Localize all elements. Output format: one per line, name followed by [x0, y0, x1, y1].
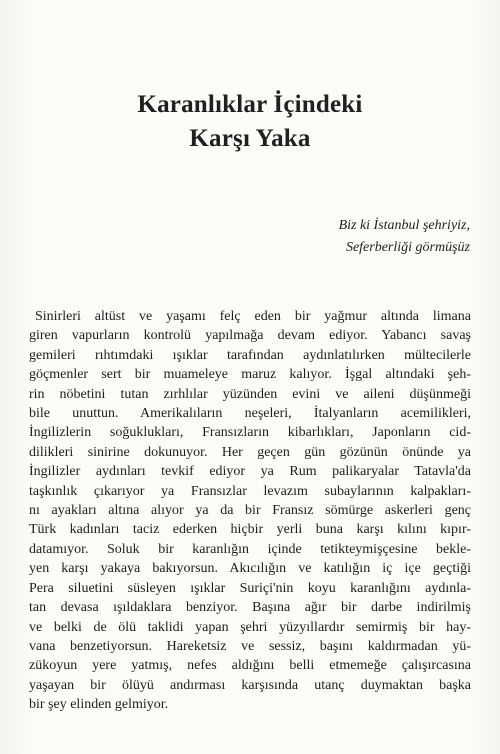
body-line: taşkınlık çıkarıyor ya Fransızlar levazım subaylarının kalpakları-	[29, 483, 471, 499]
chapter-title-line-2: Karşı Yaka	[189, 125, 311, 152]
body-line: bile unuttun. Amerikalıların neşeleri, İtalyanların acemilikleri,	[29, 406, 471, 422]
body-line: dilikleri sinirine dokunuyor. Her geçen gün gözünün önünde ya	[29, 444, 471, 460]
epigraph	[170, 215, 470, 259]
body-line: nı ayakları altına alıyor ya da bir Fransız sömürge askerleri genç	[29, 503, 471, 519]
body-line: giren vapurların kontrolü yapılmağa devam ediyor. Yabancı savaş	[29, 328, 471, 344]
body-line: İngilizler aydınları tevkif ediyor ya Rum palikaryalar Tatavla'da	[29, 464, 471, 480]
body-line: bir şey elinden gelmiyor.	[29, 697, 169, 713]
body-paragraph	[29, 307, 471, 715]
body-line: vana benzetiyorsun. Hareketsiz ve sessiz, başını kaldırmadan yü-	[29, 638, 471, 654]
body-line: yen karşı yakaya bakıyorsun. Akıcılığın ve katılığın iç içe geçtiği	[29, 561, 471, 577]
epigraph-line-1: Biz ki İstanbul şehriyiz,	[338, 218, 470, 233]
chapter-title	[0, 88, 500, 156]
body-line: ve belki de ölü taklidi yapan şehri yüzyıllardır semirmiş bir hay-	[29, 619, 471, 635]
body-line: Sinirleri altüst ve yaşamı felç eden bir yağmur altında limana	[35, 309, 471, 324]
epigraph-line-2: Seferberliği görmüşüz	[345, 240, 470, 255]
body-line: Türk kadınları taciz ederken hiçbir yerli buna karşı kılını kıpır-	[29, 522, 471, 538]
body-line: İngilizlerin soğuklukları, Fransızların kibarlıkları, Japonların cid-	[29, 425, 471, 441]
body-line: gemileri rıhtımdaki ışıklar tarafından aydınlatılırken mültecilerle	[29, 347, 471, 363]
body-line: yaşayan bir ölüyü andırması karşısında utanç duymaktan başka	[29, 677, 471, 693]
body-line: tan devasa ışıldaklara benziyor. Başına ağır bir darbe indirilmiş	[29, 600, 471, 616]
body-line: Pera siluetini süsleyen ışıklar Suriçi'nin koyu karanlığını aydınla-	[29, 580, 471, 596]
body-line: göçmenler sert bir muameleye maruz kalıyor. İşgal altındaki şeh-	[29, 367, 471, 383]
body-line: datamıyor. Soluk bir karanlığın içinde tetikteymişçesine bekle-	[29, 541, 471, 557]
body-line: zükoyun yere yatmış, nefes aldığını belli etmemeğe çalışırcasına	[29, 658, 471, 674]
chapter-title-line-1: Karanlıklar İçindeki	[137, 91, 363, 118]
body-line: rin nöbetini tutan zırhlılar yüzünden evini ve aileni düşünmeği	[29, 386, 471, 402]
